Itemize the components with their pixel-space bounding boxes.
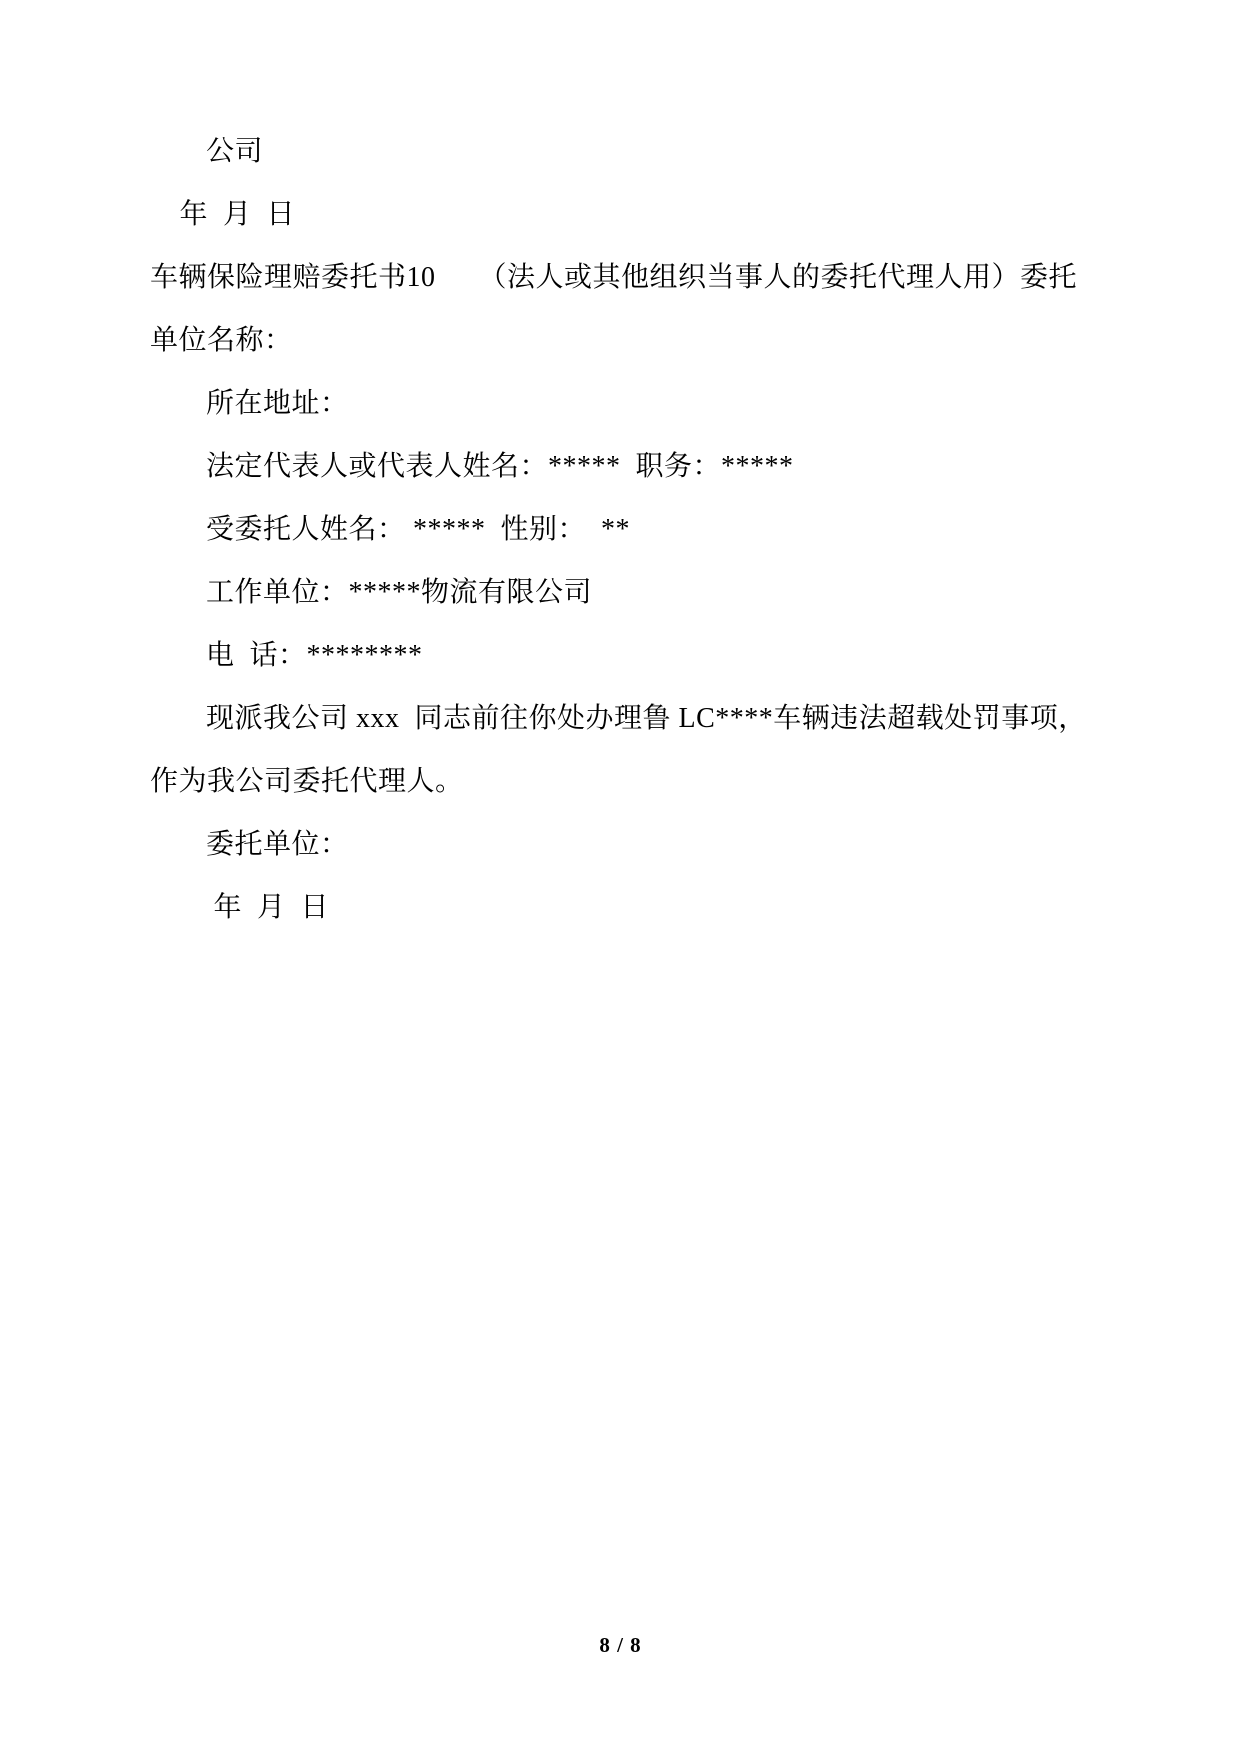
text-line-work-unit: 工作单位：*****物流有限公司 bbox=[206, 577, 593, 608]
text-line-phone: 电 话：******** bbox=[206, 640, 423, 671]
text-line-entrusting-unit: 委托单位： bbox=[206, 829, 349, 860]
text-line-date-bottom: 年 月 日 bbox=[206, 892, 330, 923]
document-body bbox=[150, 120, 1091, 939]
text-paragraph-authorization: 现派我公司 xxx 同志前往你处办理鲁 LC****车辆违法超载处罚事项，作为我公司委托代理人。 bbox=[150, 703, 1087, 797]
text-paragraph-title: 车辆保险理赔委托书10 （法人或其他组织当事人的委托代理人用）委托单位名称： bbox=[150, 262, 1078, 356]
text-line-agent-name: 受委托人姓名： ***** 性别： ** bbox=[206, 514, 631, 545]
text-line-legal-representative: 法定代表人或代表人姓名：***** 职务：***** bbox=[206, 451, 794, 482]
text-line-date-top: 年 月 日 bbox=[172, 199, 296, 230]
text-line-company: 公司 bbox=[206, 136, 264, 167]
page-number-footer: 8 / 8 bbox=[599, 1633, 642, 1657]
text-line-address: 所在地址： bbox=[206, 388, 349, 419]
